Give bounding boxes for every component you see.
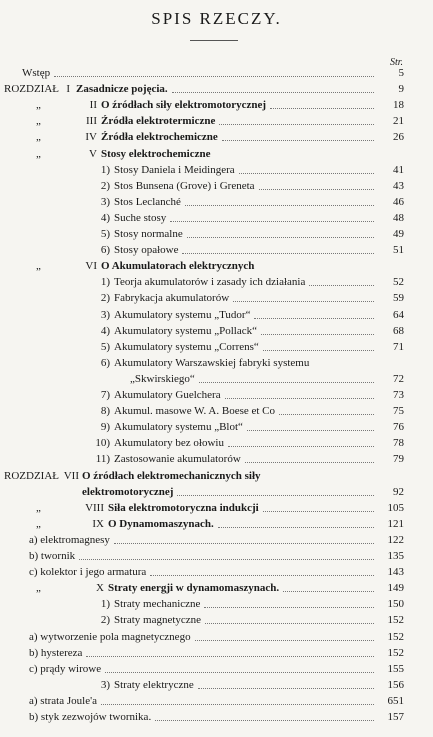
toc-entry (0, 130, 433, 144)
page-number: 64 (393, 308, 404, 321)
dot-leader (150, 575, 374, 576)
toc-entry (0, 179, 433, 193)
entry-title: „Skwirskiego“ (130, 372, 195, 385)
chapter-numeral: VII (63, 469, 79, 482)
entry-title: Suche stosy (114, 211, 167, 224)
toc-entry (0, 324, 433, 338)
page-number: 48 (393, 211, 404, 224)
entry-number: 6) (100, 356, 110, 369)
dot-leader (245, 462, 374, 463)
toc-entry (0, 227, 433, 241)
entry-number: 6) (100, 244, 110, 257)
dot-leader (218, 527, 374, 528)
page-number: 71 (393, 340, 404, 353)
toc-entry (0, 372, 433, 386)
entry-title: b) twornik (29, 550, 76, 562)
chapter-prefix: ROZDZIAŁ (4, 469, 59, 482)
page-number: 152 (387, 614, 404, 627)
toc-entry (0, 485, 433, 499)
page-number: 155 (387, 662, 404, 675)
page-number: 59 (393, 292, 404, 305)
entry-title: O źródłach elektromechanicznych siły (82, 469, 261, 482)
chapter-prefix: „ (36, 115, 41, 128)
page-number: 76 (393, 421, 404, 434)
toc-entry (0, 452, 433, 466)
chapter-prefix: „ (36, 582, 41, 595)
chapter-prefix: ROZDZIAŁ (4, 83, 59, 96)
chapter-prefix: „ (36, 501, 41, 514)
dot-leader (263, 350, 374, 351)
toc-entry (0, 436, 433, 450)
entry-title: Stosy Daniela i Meidingera (114, 163, 235, 176)
dot-leader (105, 672, 374, 673)
toc-entry (0, 678, 433, 692)
page-number: 49 (393, 228, 404, 240)
toc-entry (0, 597, 433, 611)
entry-number: 4) (100, 324, 110, 337)
dot-leader (254, 318, 374, 319)
entry-title: O Dynamomaszynach. (108, 517, 214, 530)
dot-leader (309, 285, 374, 286)
dot-leader (114, 543, 374, 544)
toc-entry (0, 404, 433, 418)
entry-title: Stosy elektrochemiczne (101, 147, 211, 160)
chapter-prefix: „ (36, 147, 41, 160)
entry-number: 3) (100, 678, 110, 691)
page-number: 51 (393, 244, 404, 257)
dot-leader (263, 511, 374, 512)
page-number: 18 (393, 99, 404, 112)
page-number: 651 (387, 694, 404, 707)
toc-entry (0, 694, 433, 708)
entry-title: Akumulatory systemu „Correns“ (114, 340, 259, 353)
page-number: 149 (387, 582, 404, 595)
entry-number: 5) (100, 340, 110, 353)
toc-entry (0, 581, 433, 595)
entry-title: Stos Leclanché (114, 195, 181, 208)
entry-number: 1) (100, 598, 110, 611)
dot-leader (283, 591, 374, 592)
chapter-numeral: VI (85, 260, 97, 273)
dot-leader (172, 92, 374, 93)
toc-entry (0, 259, 433, 273)
entry-title: Teorja akumulatorów i zasady ich działania (114, 276, 306, 289)
entry-title: Akumul. masowe W. A. Boese et Co (114, 405, 276, 418)
page-number: 152 (387, 646, 404, 659)
dot-leader (155, 720, 374, 721)
entry-title: Źródła elektrotermiczne (101, 115, 216, 128)
dot-leader (195, 640, 374, 641)
entry-title: O źródłach siły elektromotorycznej (101, 99, 267, 112)
entry-title: b) styk zezwojów twornika. (29, 711, 152, 723)
toc-entry (0, 98, 433, 112)
page-number: 121 (387, 517, 404, 530)
entry-number: 2) (100, 292, 110, 305)
page-number: 122 (387, 533, 404, 546)
dot-leader (233, 301, 374, 302)
toc-entry (0, 308, 433, 322)
toc-entry (0, 549, 433, 563)
entry-number: 2) (100, 179, 110, 192)
toc-entry (0, 291, 433, 305)
toc-entry (0, 501, 433, 515)
entry-title: Akumulatory systemu „Pollack“ (114, 324, 257, 337)
dot-leader (222, 140, 374, 141)
chapter-prefix: „ (36, 517, 41, 530)
entry-title: Zasadnicze pojęcia. (76, 83, 168, 96)
entry-title: Zastosowanie akumulatorów (114, 453, 241, 466)
page-number: 9 (398, 83, 404, 96)
entry-title: Akumulatory bez ołowiu (114, 437, 224, 450)
toc-entry (0, 469, 433, 483)
dot-leader (182, 253, 374, 254)
toc-entry (0, 517, 433, 531)
page-title: SPIS RZECZY. (151, 9, 282, 28)
chapter-numeral: I (66, 83, 70, 96)
chapter-prefix: „ (36, 131, 41, 144)
entry-number: 4) (100, 211, 110, 224)
chapter-numeral: IX (92, 517, 104, 530)
toc-entry (0, 420, 433, 434)
toc-entry (0, 662, 433, 676)
dot-leader (279, 414, 374, 415)
page-number: 157 (387, 711, 404, 723)
page-number: 150 (387, 598, 404, 611)
dot-leader (225, 398, 374, 399)
chapter-numeral: V (89, 147, 97, 160)
dot-leader (170, 221, 374, 222)
entry-title: elektromotorycznej (82, 485, 174, 498)
dot-leader (219, 124, 374, 125)
entry-title: Akumulatory Guelchera (114, 389, 221, 401)
dot-leader (185, 205, 374, 206)
entry-title: Straty magnetyczne (114, 614, 202, 627)
dot-leader (228, 446, 374, 447)
dot-leader (205, 623, 374, 624)
page-number: 43 (393, 179, 404, 192)
entry-number: 3) (100, 308, 110, 321)
dot-leader (270, 108, 374, 109)
page-number: 78 (393, 437, 404, 450)
dot-leader (54, 76, 374, 77)
page-number: 46 (393, 195, 404, 208)
toc-entry (0, 710, 433, 724)
toc-entry (0, 114, 433, 128)
page-number: 41 (393, 163, 404, 176)
toc-entry (0, 66, 433, 80)
toc-entry (0, 243, 433, 257)
entry-number: 9) (100, 421, 110, 434)
toc-entry (0, 630, 433, 644)
chapter-prefix: „ (36, 99, 41, 112)
entry-title: Akumulatory systemu „Blot“ (114, 421, 243, 434)
entry-title: Straty energji w dynamomaszynach. (108, 582, 280, 595)
chapter-numeral: VIII (85, 501, 104, 514)
toc-entry (0, 163, 433, 177)
entry-title: Wstęp (22, 67, 51, 79)
entry-title: Stos Bunsena (Grove) i Greneta (114, 179, 255, 192)
entry-title: Siła elektromotoryczna indukcji (108, 501, 259, 514)
entry-title: Stosy normalne (114, 228, 183, 240)
chapter-numeral: X (96, 582, 104, 595)
toc-entry (0, 195, 433, 209)
entry-title: Fabrykacja akumulatorów (114, 292, 230, 305)
entry-number: 3) (100, 195, 110, 208)
dot-leader (79, 559, 374, 560)
dot-leader (198, 688, 374, 689)
entry-number: 5) (100, 228, 110, 240)
entry-number: 7) (100, 389, 110, 401)
page-number: 105 (387, 501, 404, 514)
page-column-label: Str. (389, 57, 403, 68)
toc-entry (0, 82, 433, 96)
entry-title: Straty elektryczne (114, 678, 194, 691)
toc-entry (0, 646, 433, 660)
page-number: 5 (398, 67, 404, 79)
toc-entry (0, 275, 433, 289)
chapter-numeral: IV (85, 131, 97, 144)
entry-number: 8) (100, 405, 110, 418)
entry-title: a) wytworzenie pola magnetycznego (29, 630, 191, 643)
entry-number: 1) (100, 276, 110, 289)
chapter-numeral: II (89, 99, 97, 112)
entry-number: 2) (100, 614, 110, 627)
toc-entry (0, 211, 433, 225)
entry-number: 11) (95, 453, 110, 466)
page-number: 79 (393, 453, 404, 466)
dot-leader (187, 237, 374, 238)
toc-entry (0, 533, 433, 547)
page-number: 52 (393, 276, 404, 289)
page-number: 68 (393, 324, 404, 337)
entry-title: b) hystereza (29, 646, 83, 659)
page-number: 152 (387, 630, 404, 643)
entry-title: O Akumulatorach elektrycznych (101, 260, 255, 273)
page-number: 156 (387, 678, 404, 691)
page-number: 73 (393, 389, 404, 401)
entry-title: Akumulatory Warszawskiej fabryki systemu (114, 356, 310, 369)
chapter-numeral: III (86, 115, 97, 128)
page-number: 135 (387, 550, 404, 562)
dot-leader (177, 495, 374, 496)
title-divider (190, 40, 238, 41)
page-number: 26 (393, 131, 404, 144)
entry-title: Źródła elektrochemiczne (101, 131, 218, 144)
dot-leader (101, 704, 374, 705)
chapter-prefix: „ (36, 260, 41, 273)
entry-title: Akumulatory systemu „Tudor“ (114, 308, 251, 321)
toc-entry (0, 613, 433, 627)
toc-entry (0, 388, 433, 402)
page-number: 143 (387, 566, 404, 579)
page-number: 92 (393, 485, 404, 498)
dot-leader (261, 334, 374, 335)
entry-number: 10) (95, 437, 110, 450)
entry-number: 1) (100, 163, 110, 176)
entry-title: a) elektromagnesy (29, 533, 110, 546)
dot-leader (247, 430, 374, 431)
dot-leader (259, 189, 374, 190)
entry-title: Straty mechaniczne (114, 598, 201, 611)
toc-entry (0, 340, 433, 354)
entry-title: Stosy opałowe (114, 244, 179, 257)
dot-leader (239, 173, 374, 174)
page-number: 21 (393, 115, 404, 128)
toc-entry (0, 565, 433, 579)
entry-title: c) prądy wirowe (29, 662, 102, 675)
entry-title: a) strata Joule'a (29, 694, 97, 707)
page-number: 72 (393, 372, 404, 385)
dot-leader (204, 607, 374, 608)
dot-leader (199, 382, 374, 383)
entry-title: c) kolektor i jego armatura (29, 566, 147, 579)
page-number: 75 (393, 405, 404, 418)
toc-entry (0, 147, 433, 161)
dot-leader (86, 656, 374, 657)
toc-entry (0, 356, 433, 370)
